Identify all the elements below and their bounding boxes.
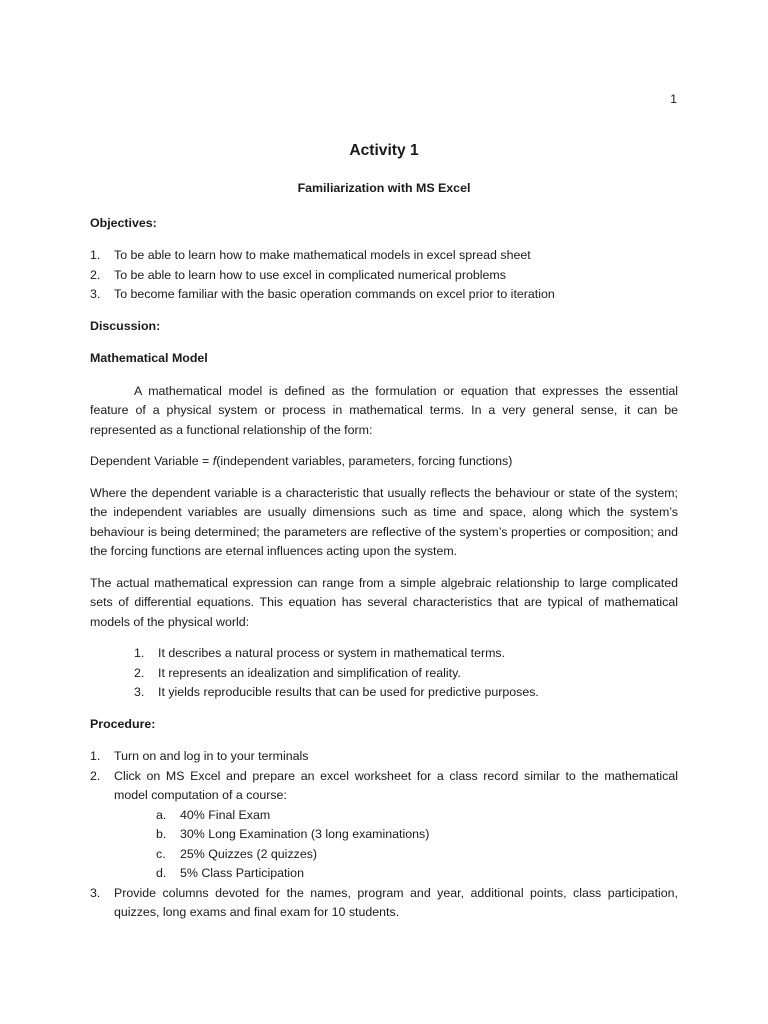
page-number: 1 (670, 92, 677, 106)
discussion-heading: Discussion: (90, 318, 161, 333)
procedure-step: 3. Provide columns devoted for the names, program and year, additional points, class participation, quizzes, long exams and final exam for 10 students. (90, 885, 678, 919)
weighting-list (114, 806, 678, 884)
procedure-step: 2. Click on MS Excel and prepare an excel worksheet for a class record similar to the mathematical model computation of a course: a. 40% Final Exam b. 30% Long Examination (3 long examinations) c. 25% Quizzes (2 quizzes) d. 5% Class Participation (90, 767, 678, 884)
procedure-list (90, 747, 678, 923)
weighting-item: a. 40% Final Exam (156, 807, 271, 822)
objectives-heading: Objectives: (90, 215, 157, 230)
objective-item: 2. To be able to learn how to use excel in complicated numerical problems (90, 267, 506, 282)
discussion-paragraph-1: A mathematical model is defined as the formulation or equation that expresses the essential feature of a physical system or process in mathematical terms. In a very general sense, it can be represented as a functional relationship of the form: (90, 383, 678, 437)
discussion-paragraph-2: Where the dependent variable is a characteristic that usually reflects the behaviour or state of the system; the independent variables are usually dimensions such as time and space, along which the system’s behaviour is being determined; the parameters are reflective of the system’s properties or composition; and the forcing functions are eternal influences acting upon the system. (90, 485, 678, 558)
characteristic-item: 3. It yields reproducible results that can be used for predictive purposes. (134, 685, 539, 699)
characteristic-item: 2. It represents an idealization and simplification of reality. (134, 665, 461, 680)
document-body (90, 140, 678, 935)
weighting-item: d. 5% Class Participation (156, 866, 304, 880)
mathematical-model-heading: Mathematical Model (90, 351, 208, 365)
objectives-list (90, 246, 678, 305)
formula-line: Dependent Variable = f(independent variables, parameters, forcing functions) (90, 454, 513, 468)
objective-item: 1. To be able to learn how to make mathematical models in excel spread sheet (90, 248, 531, 262)
document-title: Activity 1 (349, 142, 419, 159)
characteristics-list (90, 644, 678, 703)
discussion-paragraph-3: The actual mathematical expression can range from a simple algebraic relationship to large complicated sets of differential equations. This equation has several characteristics that are typical of mathematical models of the physical world: (90, 575, 678, 629)
document-subtitle: Familiarization with MS Excel (297, 181, 471, 195)
procedure-heading: Procedure: (90, 716, 156, 731)
objective-item: 3. To become familiar with the basic operation commands on excel prior to iteration (90, 287, 555, 301)
characteristic-item: 1. It describes a natural process or system in mathematical terms. (134, 646, 506, 660)
weighting-item: b. 30% Long Examination (3 long examinations) (156, 827, 430, 841)
procedure-step: 1. Turn on and log in to your terminals (90, 749, 309, 763)
weighting-item: c. 25% Quizzes (2 quizzes) (156, 846, 318, 861)
